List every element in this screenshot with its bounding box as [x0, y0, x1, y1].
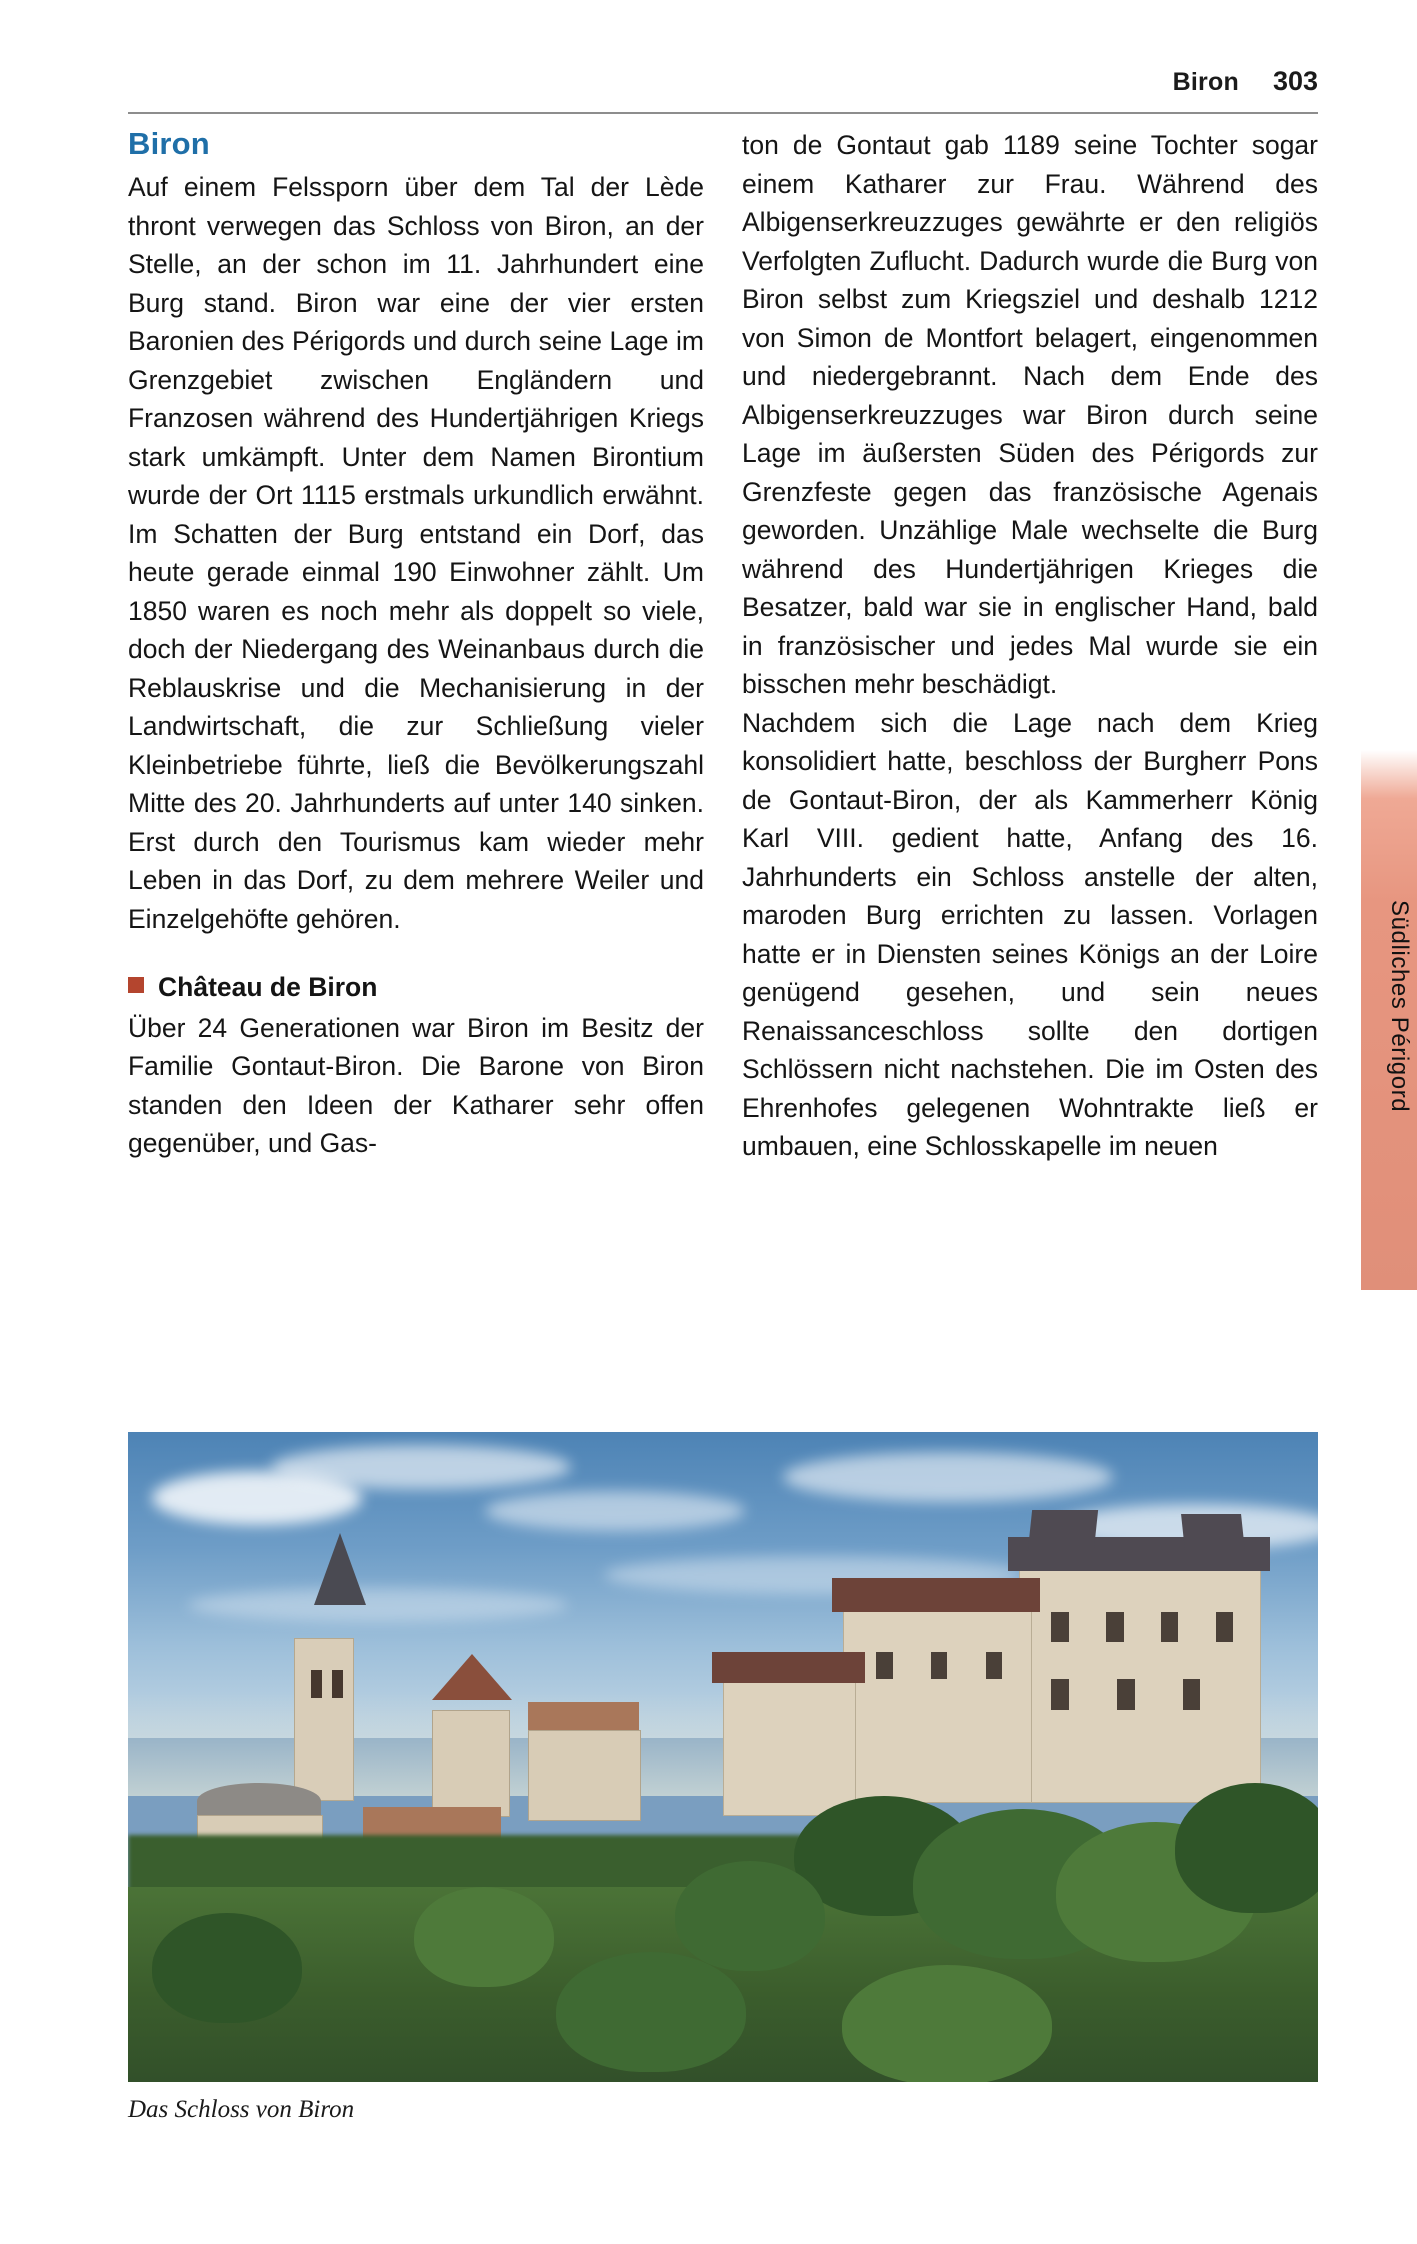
figure-container — [128, 1432, 1318, 2082]
right-column-paragraph-2: Nachdem sich die Lage nach dem Krieg konsolidiert hatte, beschloss der Burgherr Pons de Gontaut-Biron, der als Kammerherr König Karl VIII. gedient hatte, Anfang des 16. Jahrhunderts ein Schloss anstelle der alten, maroden Burg errichten zu lassen. Vorlagen hatte er in Diensten seines Königs an der Loire genügend gesehen, und sein neues Renaissanceschloss sollte den dortigen Schlössern nicht nachstehen. Die im Osten des Ehrenhofes gelegenen Wohntrakte ließ er umbauen, eine Schlosskapelle im neuen — [742, 707, 1318, 1161]
photo-cloud — [271, 1445, 571, 1489]
photo-house — [528, 1730, 640, 1821]
photo-house — [432, 1710, 510, 1817]
header-divider — [128, 112, 1318, 114]
photo-castle-window — [1161, 1612, 1179, 1642]
photo-castle-turret-roof — [1027, 1510, 1097, 1551]
right-column — [742, 126, 1318, 1166]
photo-church-window — [311, 1670, 322, 1698]
left-column-paragraph-2: Über 24 Generationen war Biron im Besitz der Familie Gontaut-Biron. Die Barone von Biron standen den Ideen der Katharer sehr offen gegenüber, und Gas- — [128, 1012, 704, 1158]
photo-tree — [556, 1952, 746, 2072]
photo-castle-window — [1106, 1612, 1124, 1642]
subsection-heading-chateau-de-biron — [128, 968, 704, 1007]
photo-castle-window — [986, 1652, 1002, 1679]
photo-castle-window — [1183, 1679, 1201, 1709]
photo-cloud — [783, 1452, 1113, 1502]
page-header — [128, 66, 1318, 110]
photo-castle-window — [931, 1652, 947, 1679]
photo-house-roof — [197, 1783, 321, 1819]
page-number: 303 — [1272, 66, 1318, 96]
photo-castle-turret-roof — [1181, 1514, 1245, 1551]
section-title-biron: Biron — [128, 126, 210, 161]
photo-house-roof-conical — [432, 1654, 512, 1700]
photo-tree — [152, 1913, 302, 2023]
running-head-title: Biron — [1172, 68, 1239, 96]
right-column-paragraph-1: ton de Gontaut gab 1189 seine Tochter sogar einem Katharer zur Frau. Während des Albigenserkreuzzuges gewährte er den religiös Verfolgten Zuflucht. Dadurch wurde die Burg von Biron selbst zum Kriegsziel und deshalb 1212 von Simon de Montfort belagert, eingenommen und niedergebrannt. Nach dem Ende des Albigenserkreuzzuges war Biron durch seine Lage im äußersten Süden des Périgords zur Grenzfeste gegen das französische Agenais geworden. Unzählige Male wechselte die Burg während des Hundertjährigen Krieges die Besatzer, bald war sie in englischer Hand, bald in französischer und jedes Mal wurde sie ein bisschen mehr beschädigt. — [742, 130, 1318, 699]
photo-church-tower — [294, 1638, 355, 1801]
photo-tree — [414, 1887, 554, 1987]
photo-castle-window — [1051, 1679, 1069, 1709]
left-column-paragraph-1: Auf einem Felssporn über dem Tal der Lède thront verwegen das Schloss von Biron, an der Stelle, an der schon im 11. Jahrhundert eine Burg stand. Biron war eine der vier ersten Baronien des Périgords und durch seine Lage im Grenzgebiet zwischen Engländern und Franzosen während des Hundertjährigen Kriegs stark umkämpft. Unter dem Namen Birontium wurde der Ort 1115 erstmals urkundlich erwähnt. Im Schatten der Burg entstand ein Dorf, das heute gerade einmal 190 Einwohner zählt. Um 1850 waren es noch mehr als doppelt so viele, doch der Niedergang des Weinanbaus durch die Reblauskrise und die Mechanisierung in der Landwirtschaft, die zur Schließung vieler Kleinbetriebe führte, ließ die Bevölkerungszahl Mitte des 20. Jahrhunderts auf unter 140 sinken. Erst durch den Tourismus kam wieder mehr Leben in das Dorf, zu dem mehrere Weiler und Einzelgehöfte gehören. — [128, 172, 704, 934]
photo-castle-window — [1051, 1612, 1069, 1642]
photo-tree — [1175, 1783, 1318, 1913]
photo-castle-window — [876, 1652, 892, 1679]
photo-cloud — [485, 1491, 745, 1531]
running-head — [1173, 66, 1318, 97]
photo-tree — [842, 1965, 1052, 2082]
left-column — [128, 126, 704, 1166]
figure-caption: Das Schloss von Biron — [128, 2096, 355, 2123]
photo-chateau-de-biron — [128, 1432, 1318, 2082]
photo-castle-wing — [843, 1605, 1031, 1803]
body-columns — [128, 126, 1318, 1166]
photo-castle-window — [1216, 1612, 1234, 1642]
square-bullet-icon — [128, 977, 144, 993]
chapter-thumb-tab-label: Südliches Périgord — [1386, 900, 1413, 1113]
photo-church-spire — [314, 1533, 366, 1605]
photo-church-window — [332, 1670, 343, 1698]
photo-tree — [675, 1861, 825, 1971]
subsection-heading-label: Château de Biron — [158, 972, 378, 1002]
photo-castle-wing-roof — [832, 1578, 1040, 1612]
photo-castle-window — [1117, 1679, 1135, 1709]
